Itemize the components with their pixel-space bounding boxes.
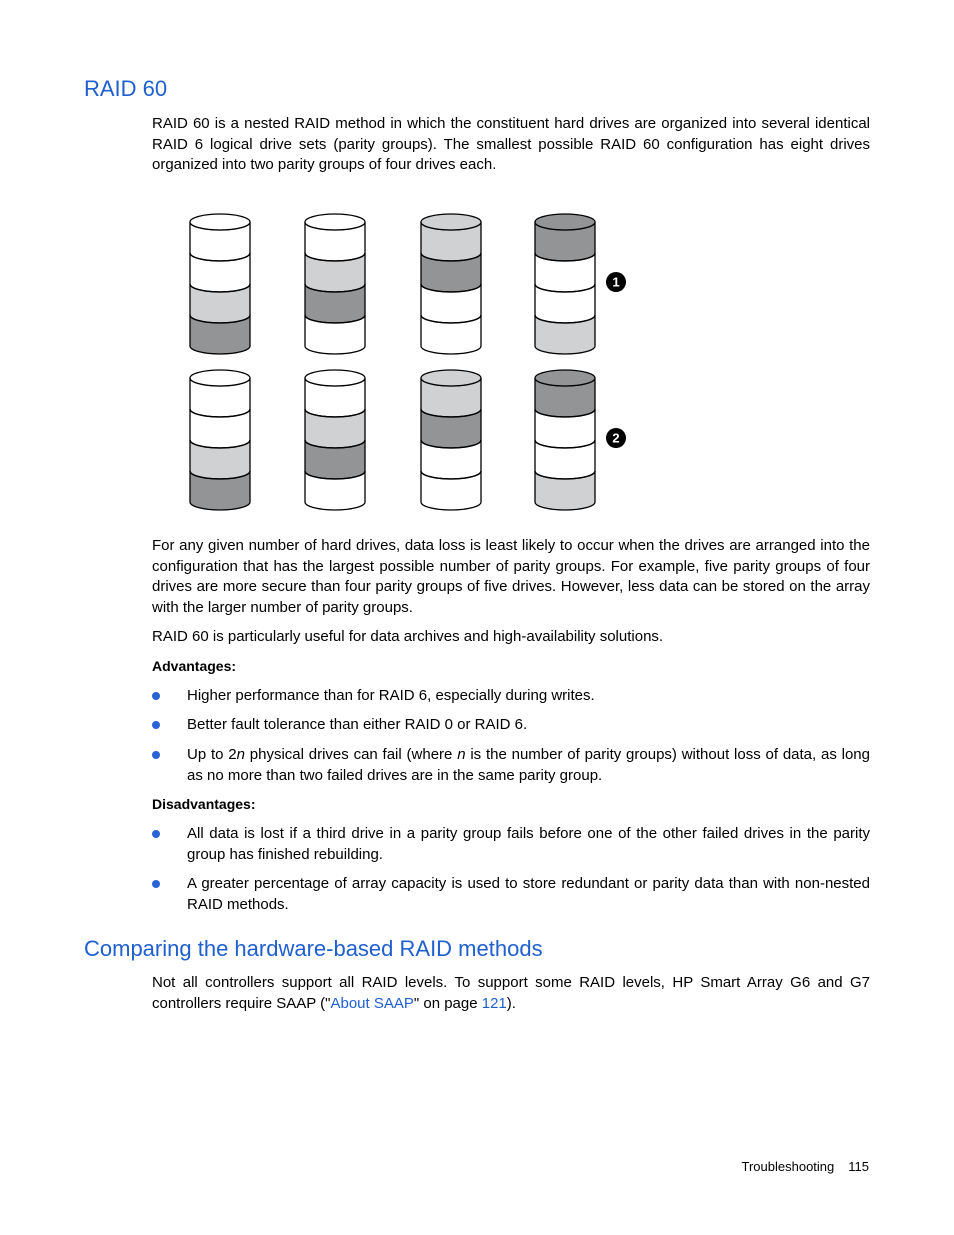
advantage-text: Better fault tolerance than either RAID 0 or RAID 6. xyxy=(187,716,528,733)
footer-section: Troubleshooting xyxy=(741,1159,835,1174)
bullet-icon xyxy=(152,751,160,759)
about-saap-link[interactable]: About SAAP xyxy=(330,994,414,1012)
section-heading-comparing: Comparing the hardware-based RAID methods xyxy=(84,936,543,961)
drive-top-cap xyxy=(421,370,481,386)
advantage-item xyxy=(152,715,870,736)
parity-groups-paragraph: For any given number of hard drives, data loss is least likely to occur when the drives are arranged into the configuration that has the largest possible number of parity groups. For example, five parity groups of four drives are more secure than four parity groups of five drives. However, less data can be stored on the array with the larger number of parity groups. xyxy=(152,537,870,616)
hard-drive-cylinder xyxy=(190,214,250,354)
drive-top-cap xyxy=(535,370,595,386)
raid60-drive-diagram xyxy=(180,206,640,512)
comparing-paragraph: Not all controllers support all RAID levels. To support some RAID levels, HP Smart Array G6 and G7 controllers require SAAP ("About SAAP" on page 121). xyxy=(152,974,870,1012)
footer-page-number: 115 xyxy=(848,1159,869,1174)
drive-top-cap xyxy=(305,214,365,230)
disadvantage-item xyxy=(152,874,870,915)
bullet-icon xyxy=(152,830,160,838)
use-case-paragraph: RAID 60 is particularly useful for data archives and high-availability solutions. xyxy=(152,628,664,645)
disadvantages-label: Disadvantages: xyxy=(152,796,256,812)
advantage-text: Up to 2n physical drives can fail (where n is the number of parity groups) without loss of data, as long as no more than two failed drives are in the same parity group. xyxy=(187,746,870,784)
hard-drive-cylinder xyxy=(535,214,595,354)
disadvantage-text: All data is lost if a third drive in a parity group fails before one of the other failed drives in the parity group has finished rebuilding. xyxy=(187,825,870,863)
drive-top-cap xyxy=(190,214,250,230)
hard-drive-cylinder xyxy=(305,370,365,510)
bullet-icon xyxy=(152,880,160,888)
hard-drive-cylinder xyxy=(190,370,250,510)
page-121-link[interactable]: 121 xyxy=(481,994,507,1012)
advantages-label: Advantages: xyxy=(152,658,237,674)
drive-top-cap xyxy=(305,370,365,386)
bullet-icon xyxy=(152,692,160,700)
hard-drive-cylinder xyxy=(421,214,481,354)
page-footer xyxy=(728,1159,869,1174)
drive-top-cap xyxy=(535,214,595,230)
disadvantage-item xyxy=(152,824,870,865)
section-heading-raid60: RAID 60 xyxy=(84,76,168,101)
hard-drive-cylinder xyxy=(421,370,481,510)
advantage-item xyxy=(152,745,870,786)
drive-top-cap xyxy=(190,370,250,386)
hard-drive-cylinder xyxy=(305,214,365,354)
disadvantage-text: A greater percentage of array capacity is used to store redundant or parity data than with non-nested RAID methods. xyxy=(187,875,870,913)
bullet-icon xyxy=(152,721,160,729)
advantage-text: Higher performance than for RAID 6, especially during writes. xyxy=(187,687,595,704)
hard-drive-cylinder xyxy=(535,370,595,510)
callout-number: 2 xyxy=(612,430,620,446)
drive-top-cap xyxy=(421,214,481,230)
callout-number: 1 xyxy=(612,274,620,290)
advantage-item xyxy=(152,686,870,707)
raid60-intro-paragraph: RAID 60 is a nested RAID method in which the constituent hard drives are organized into several identical RAID 6 logical drive sets (parity groups). The smallest possible RAID 60 configuration has eight drives organized into two parity groups of four drives each. xyxy=(152,115,870,173)
